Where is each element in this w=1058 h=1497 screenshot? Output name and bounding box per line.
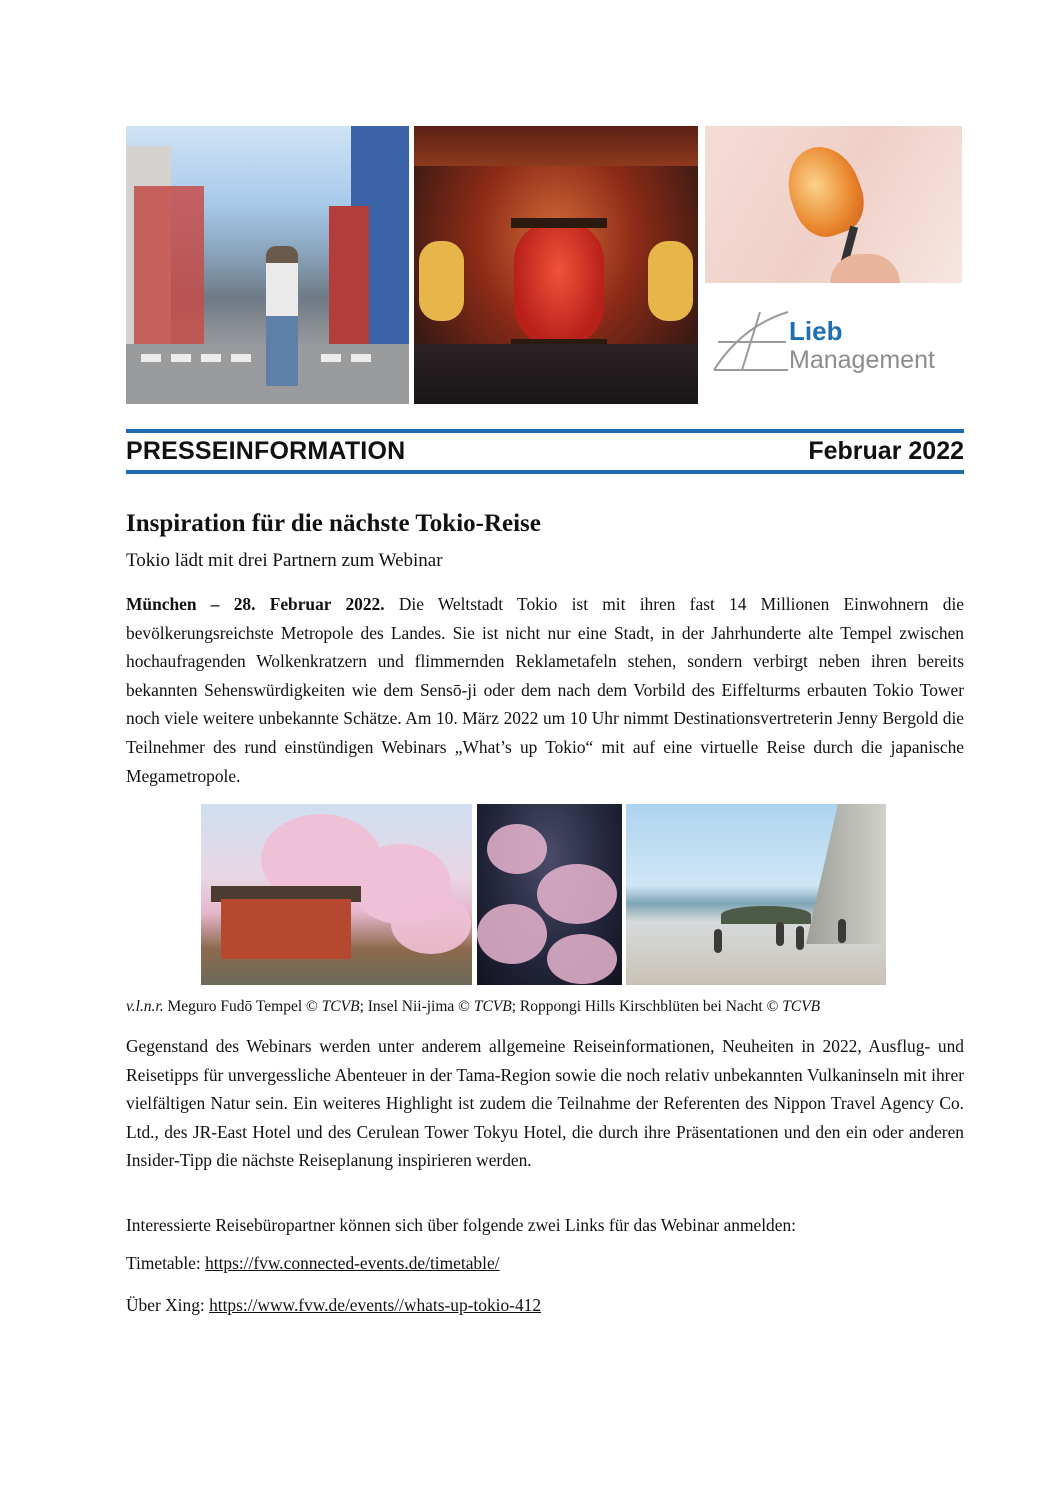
press-info-label: PRESSEINFORMATION [126, 437, 406, 465]
article-subtitle: Tokio lädt mit drei Partnern zum Webinar [126, 550, 443, 571]
dateline: München – 28. Februar 2022. [126, 594, 385, 614]
article-paragraph-1 [126, 590, 964, 790]
press-info-date: Februar 2022 [808, 437, 964, 465]
logo-text-management: Management [789, 346, 935, 374]
caption-credit-3: TCVB [782, 998, 821, 1015]
caption-credit-2: TCVB [473, 998, 512, 1015]
header-rule-bottom [126, 470, 964, 474]
article-paragraph-3: Interessierte Reisebüropartner können sich über folgende zwei Links für das Webinar anmelden: [126, 1215, 796, 1235]
caption-credit-1: TCVB [321, 998, 360, 1015]
timetable-line [126, 1253, 500, 1274]
goldfish-candy-photo [705, 126, 962, 283]
logo-mark-icon [712, 306, 792, 376]
article-title: Inspiration für die nächste Tokio-Reise [126, 510, 541, 537]
sensoji-lantern-photo [414, 126, 698, 404]
photo-caption [126, 998, 820, 1016]
logo-text-lieb: Lieb [789, 316, 843, 346]
meguro-fudo-temple-photo [201, 804, 472, 985]
timetable-label: Timetable: [126, 1253, 206, 1273]
caption-part-3: ; Roppongi Hills Kirschblüten bei Nacht © [511, 998, 783, 1015]
article-paragraph-2: Gegenstand des Webinars werden unter anderem allgemeine Reiseinformationen, Neuheiten in 2022, Ausflug- und Reisetipps für unvergessliche Abenteuer in der Tama-Region sowie die noch relativ unbekannten Vulkaninseln mit ihrer vielfältigen Natur sein. Ein weiteres Highlight ist zudem die Teilnahme der Referenten des Nippon Travel Agency Co. Ltd., des JR-East Hotel und des Cerulean Tower Tokyu Hotel, die durch ihre Präsentationen und den ein oder anderen Insider-Tipp die nächste Reiseplanung inspirieren werden. [126, 1036, 964, 1171]
roppongi-night-blossom-photo [477, 804, 622, 985]
paragraph-1-text: Die Weltstadt Tokio ist mit ihren fast 14 Millionen Einwohnern die bevölkerungsreichste Metropole des Landes. Sie ist nicht nur eine Stadt, in der Jahrhunderte alte Tempel zwischen hochaufragenden Wolkenkratzern und flimmernden Reklametafeln stehen, sondern verbirgt neben ihren bereits bekannten Sehenswürdigkeiten wie dem Sensō-ji oder dem nach dem Vorbild des Eiffelturms erbauten Tokio Tower noch viele weitere unbekannte Schätze. Am 10. März 2022 um 10 Uhr nimmt Destinationsvertreterin Jenny Bergold die Teilnehmer des rund einstündigen Webinars „What’s up Tokio“ mit auf eine virtuelle Reise durch die japanische Megametropole. [126, 594, 964, 786]
lieb-management-logo [712, 306, 962, 376]
timetable-link[interactable]: https://fvw.connected-events.de/timetable/ [205, 1253, 500, 1273]
caption-part-2: ; Insel Nii-jima © [359, 998, 474, 1015]
shibuya-street-photo [126, 126, 409, 404]
xing-link[interactable]: https://www.fvw.de/events//whats-up-tokio-412 [209, 1295, 542, 1315]
nii-jima-beach-photo [626, 804, 886, 985]
caption-lead: v.l.n.r. [126, 998, 164, 1015]
header-rule-top [126, 429, 964, 433]
caption-part-1: Meguro Fudō Tempel © [163, 998, 322, 1015]
xing-label: Über Xing: [126, 1295, 210, 1315]
xing-line [126, 1295, 541, 1316]
